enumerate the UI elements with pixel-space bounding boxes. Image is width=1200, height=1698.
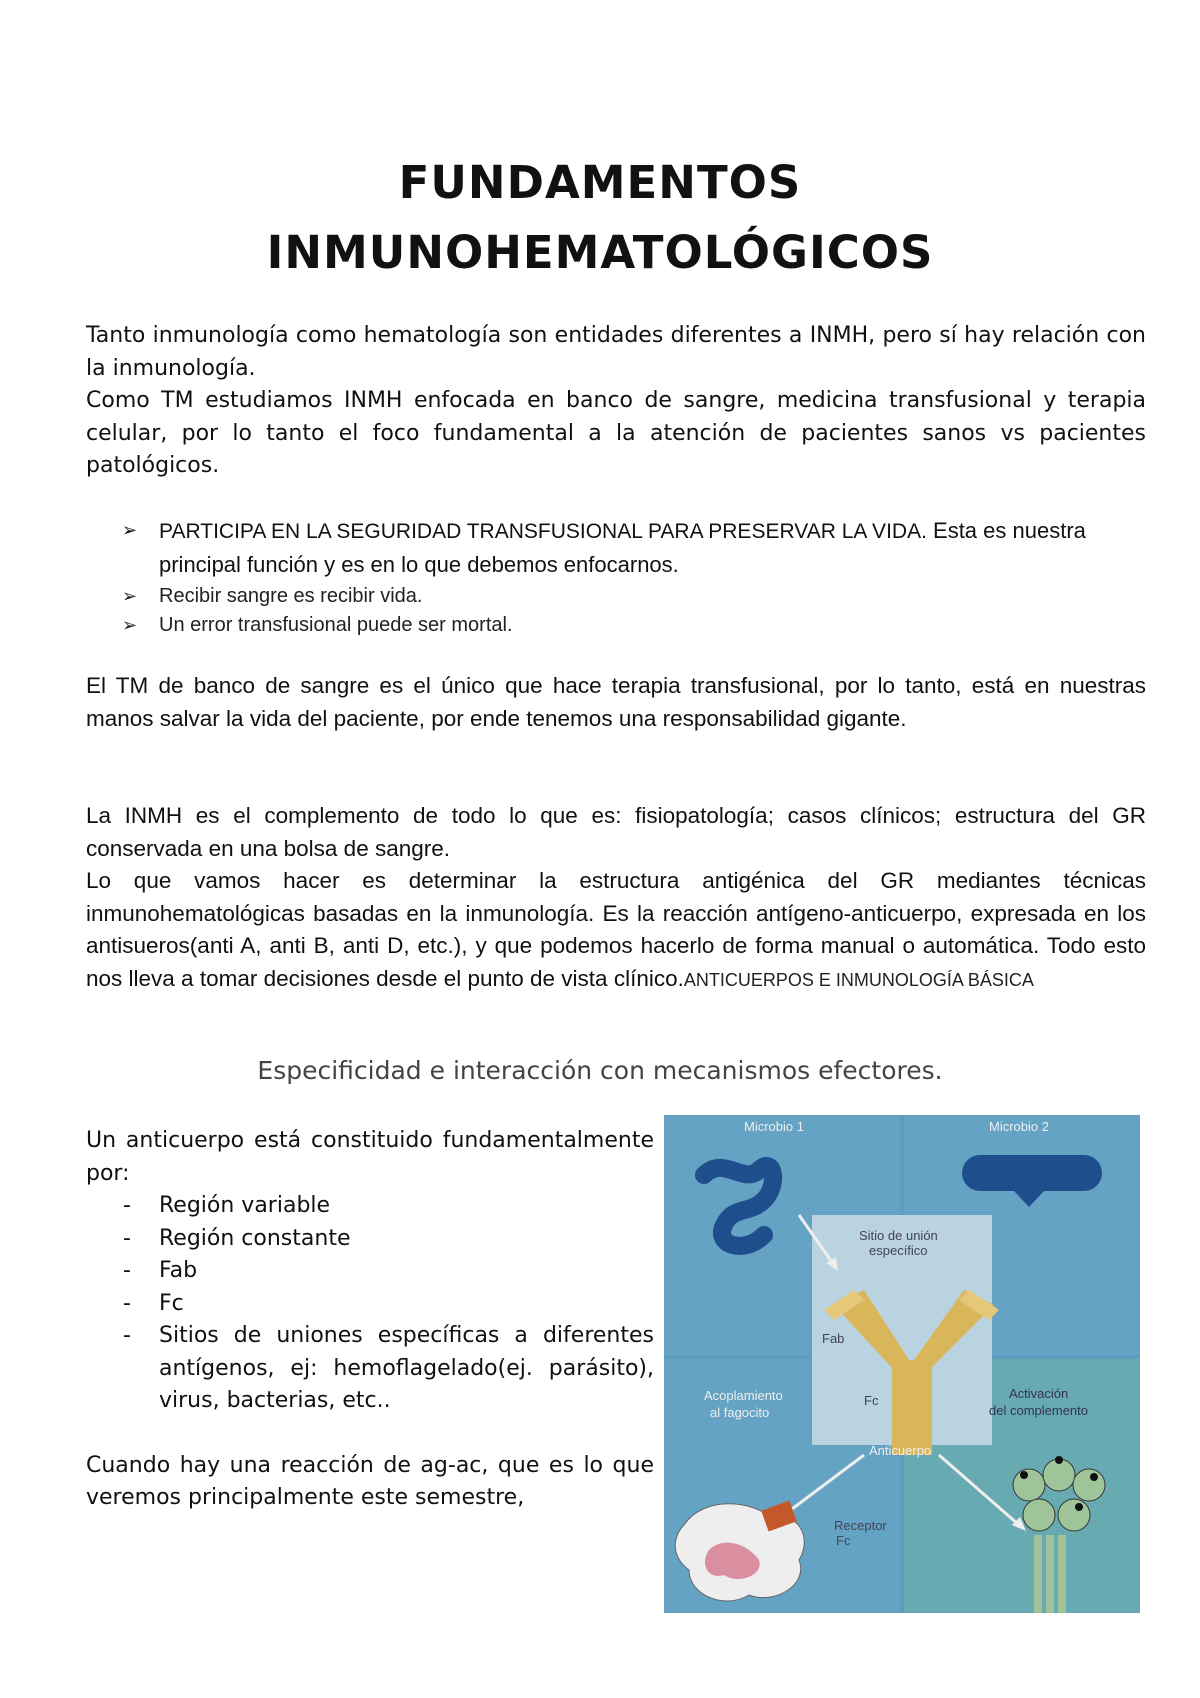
antibody-diagram	[664, 1115, 1140, 1613]
label-receptor-1: Receptor	[834, 1518, 887, 1533]
section-heading-inline: ANTICUERPOS E INMUNOLOGÍA BÁSICA	[683, 969, 1034, 990]
dash-marker: -	[123, 1290, 131, 1316]
bullet-caps-text: PARTICIPA EN LA SEGURIDAD TRANSFUSIONAL PARA PRESERVAR LA VIDA.	[159, 520, 927, 543]
bullet-text: Un error transfusional puede ser mortal.	[159, 614, 513, 636]
list-item	[86, 1288, 654, 1321]
label-activacion-2: del complemento	[989, 1403, 1088, 1418]
antibody-parts-list	[86, 1190, 654, 1418]
list-item-text: Fab	[159, 1258, 198, 1283]
list-item	[86, 582, 1146, 611]
tm-paragraph	[86, 670, 1146, 735]
bullet-text: Recibir sangre es recibir vida.	[159, 585, 423, 607]
arrow-bullet-icon: ➢	[122, 586, 138, 606]
antibody-intro: Un anticuerpo está constituido fundamentalmente por:	[86, 1128, 654, 1186]
inmh-section	[86, 800, 1146, 996]
antibody-diagram-svg	[664, 1115, 1140, 1613]
list-item	[86, 1190, 654, 1223]
list-item-text: Fc	[159, 1290, 184, 1316]
page-title	[0, 148, 1200, 288]
label-acoplamiento-2: al fagocito	[710, 1405, 770, 1420]
inmh-paragraph-1: La INMH es el complemento de todo lo que es: fisiopatología; casos clínicos; estructura del GR conservada en una bolsa de sangre.	[86, 803, 1146, 861]
label-sitio-2: específico	[869, 1243, 928, 1258]
antibody-closing: Cuando hay una reacción de ag-ac, que es lo que veremos principalmente este semestre,	[86, 1452, 654, 1510]
key-points-list	[86, 515, 1146, 640]
section-subtitle: Especificidad e interacción con mecanismos efectores.	[257, 1056, 943, 1085]
microbe-2-icon	[962, 1155, 1102, 1191]
label-fc: Fc	[864, 1393, 879, 1408]
list-item	[86, 515, 1146, 582]
label-receptor-2: Fc	[836, 1533, 851, 1548]
antibody-section	[86, 1125, 654, 1515]
tm-paragraph-text: El TM de banco de sangre es el único que hace terapia transfusional, por lo tanto, está en nuestras manos salvar la vida del paciente, por ende tenemos una responsabilidad gigante.	[86, 673, 1146, 731]
label-activacion-1: Activación	[1009, 1386, 1069, 1401]
inmh-paragraph-2	[86, 865, 1146, 996]
title-line-2: INMUNOHEMATOLÓGICOS	[266, 226, 934, 279]
list-item	[86, 611, 1146, 640]
arrow-bullet-icon: ➢	[122, 615, 138, 635]
label-microbio-1: Microbio 1	[744, 1119, 804, 1134]
list-item-text: Región variable	[159, 1193, 331, 1218]
label-microbio-2: Microbio 2	[989, 1119, 1049, 1134]
list-item	[86, 1223, 654, 1256]
dash-marker: -	[123, 1193, 131, 1218]
bullet-rest-text: Esta es nuestra principal función y es en lo que debemos enfocarnos.	[159, 518, 1086, 577]
label-fab: Fab	[822, 1331, 845, 1346]
list-item	[86, 1255, 654, 1288]
dash-marker: -	[123, 1258, 131, 1283]
label-anticuerpo: Anticuerpo	[869, 1443, 932, 1458]
list-item-text: Región constante	[159, 1225, 351, 1251]
intro-paragraph-2: Como TM estudiamos INMH enfocada en banco de sangre, medicina transfusional y terapia celular, por lo tanto el foco fundamental a la atención de pacientes sanos vs pacientes patológicos.	[86, 388, 1146, 478]
intro-section	[86, 320, 1146, 483]
inmh-paragraph-2-text: Lo que vamos hacer es determinar la estructura antigénica del GR mediantes técnicas inmunohematológicas basadas en la inmunología. Es la reacción antígeno-anticuerpo, expresada en los antisueros(anti A, anti B, anti D, etc.), y que podemos hacerlo de forma manual o automática. Todo esto nos lleva a tomar decisiones desde el punto de vista clínico.	[86, 868, 1146, 991]
list-item-text: Sitios de uniones específicas a diferentes antígenos, ej: hemoflagelado(ej. parásito), virus, bacterias, etc..	[159, 1323, 654, 1413]
intro-paragraph-1: Tanto inmunología como hematología son entidades diferentes a INMH, pero sí hay relación con la inmunología.	[86, 323, 1146, 381]
dash-marker: -	[123, 1323, 131, 1348]
label-acoplamiento-1: Acoplamiento	[704, 1388, 783, 1403]
label-sitio: Sitio de unión	[859, 1228, 938, 1243]
arrow-bullet-icon: ➢	[122, 520, 138, 541]
title-line-1: FUNDAMENTOS	[398, 156, 802, 209]
dash-marker: -	[123, 1225, 131, 1251]
list-item	[86, 1320, 654, 1418]
